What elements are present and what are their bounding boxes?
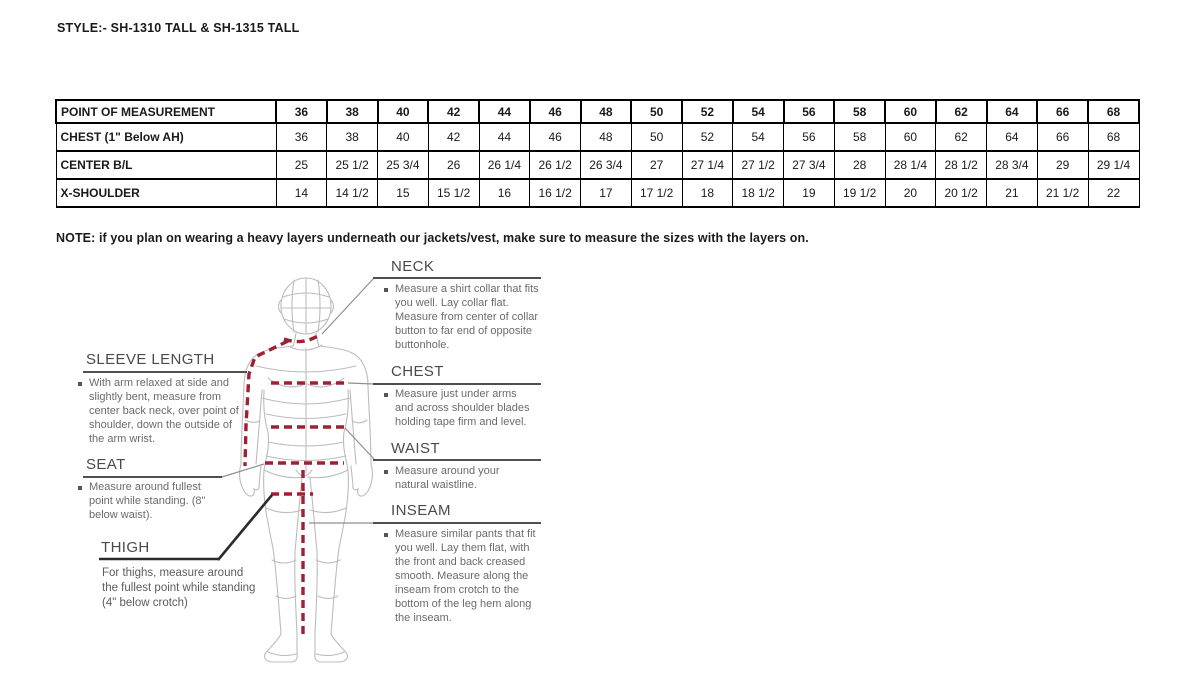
neck-description-text: Measure a shirt collar that fits you well. Lay collar flat. Measure from center of collar button to far end of opposite buttonhole. — [395, 283, 539, 351]
waist-description-text: Measure around your natural waistline. — [395, 465, 500, 491]
table-cell: 14 — [276, 179, 327, 207]
table-cell: 38 — [327, 123, 378, 151]
table-header-cell: 42 — [428, 100, 479, 123]
table-cell: 18 1/2 — [733, 179, 784, 207]
table-header-cell: 52 — [682, 100, 733, 123]
neck-leader-line — [322, 278, 374, 334]
table-cell: 27 1/2 — [733, 151, 784, 179]
table-cell: 64 — [987, 123, 1038, 151]
table-cell: 28 1/4 — [885, 151, 936, 179]
sleeve-length-label: SLEEVE LENGTH — [86, 351, 215, 368]
table-cell: 46 — [530, 123, 581, 151]
chest-description-text: Measure just under arms and across shoulder blades holding tape firm and level. — [395, 388, 530, 428]
table-header-cell: 50 — [631, 100, 682, 123]
inseam-description — [384, 528, 537, 626]
table-header-cell: POINT OF MEASUREMENT — [56, 100, 276, 123]
table-header-cell: 60 — [885, 100, 936, 123]
table-cell: 29 1/4 — [1088, 151, 1139, 179]
table-cell: 26 — [428, 151, 479, 179]
bullet-square-icon — [78, 486, 82, 490]
table-cell: 14 1/2 — [327, 179, 378, 207]
row-label-cell: CHEST (1" Below AH) — [56, 123, 276, 151]
table-cell: 17 — [581, 179, 632, 207]
table-header-cell: 66 — [1037, 100, 1088, 123]
table-cell: 18 — [682, 179, 733, 207]
bullet-square-icon — [384, 393, 388, 397]
table-cell: 58 — [834, 123, 885, 151]
neck-label: NECK — [391, 258, 435, 275]
table-cell: 66 — [1037, 123, 1088, 151]
bullet-square-icon — [384, 288, 388, 292]
table-cell: 62 — [936, 123, 987, 151]
table-cell: 20 — [885, 179, 936, 207]
table-cell: 56 — [784, 123, 835, 151]
table-header-cell: 56 — [784, 100, 835, 123]
table-cell: 50 — [631, 123, 682, 151]
neck-measure-line — [284, 334, 321, 342]
table-cell: 29 — [1037, 151, 1088, 179]
row-label-cell: CENTER B/L — [56, 151, 276, 179]
seat-label: SEAT — [86, 456, 126, 473]
seat-description-text: Measure around fullest point while standing. (8" below waist). — [89, 481, 206, 521]
measurement-lines — [245, 334, 347, 636]
table-cell: 36 — [276, 123, 327, 151]
page-title: STYLE:- SH-1310 TALL & SH-1315 TALL — [57, 21, 300, 35]
table-header-cell: 46 — [530, 100, 581, 123]
table-cell: 21 — [987, 179, 1038, 207]
waist-label: WAIST — [391, 440, 440, 457]
bullet-square-icon — [384, 533, 388, 537]
table-cell: 20 1/2 — [936, 179, 987, 207]
table-cell: 44 — [479, 123, 530, 151]
chest-description — [384, 388, 530, 430]
table-cell: 15 — [378, 179, 429, 207]
note-text: NOTE: if you plan on wearing a heavy layers underneath our jackets/vest, make sure to measure the sizes with the layers on. — [56, 231, 809, 245]
table-cell: 60 — [885, 123, 936, 151]
thigh-description-text: For thighs, measure around the fullest point while standing (4" below crotch) — [102, 567, 256, 609]
table-cell: 15 1/2 — [428, 179, 479, 207]
table-cell: 17 1/2 — [631, 179, 682, 207]
table-cell: 26 1/2 — [530, 151, 581, 179]
sleeve-length-description-text: With arm relaxed at side and slightly bent, measure from center back neck, over point of shoulder, down the outside of the arm wrist. — [89, 377, 239, 445]
table-cell: 19 1/2 — [834, 179, 885, 207]
table-cell: 21 1/2 — [1037, 179, 1088, 207]
table-cell: 28 1/2 — [936, 151, 987, 179]
row-label-cell: X-SHOULDER — [56, 179, 276, 207]
inseam-description-text: Measure similar pants that fit you well. Lay them flat, with the front and back creased smooth. Measure along the inseam from crotch to the bottom of the leg hem along the inseam. — [395, 528, 536, 624]
table-header-cell: 64 — [987, 100, 1038, 123]
table-cell: 25 1/2 — [327, 151, 378, 179]
table-cell: 28 — [834, 151, 885, 179]
table-cell: 27 — [631, 151, 682, 179]
table-cell: 16 — [479, 179, 530, 207]
thigh-description — [102, 566, 260, 611]
table-cell: 27 3/4 — [784, 151, 835, 179]
table-cell: 19 — [784, 179, 835, 207]
table-cell: 68 — [1088, 123, 1139, 151]
table-header-cell: 40 — [378, 100, 429, 123]
table-cell: 40 — [378, 123, 429, 151]
table-cell: 42 — [428, 123, 479, 151]
inseam-label: INSEAM — [391, 502, 451, 519]
thigh-leader-line — [218, 495, 272, 560]
table-header-cell: 48 — [581, 100, 632, 123]
waist-description — [384, 465, 516, 493]
seat-description — [78, 481, 220, 523]
table-header-cell: 68 — [1088, 100, 1139, 123]
table-cell: 54 — [733, 123, 784, 151]
table-cell: 27 1/4 — [682, 151, 733, 179]
bullet-square-icon — [78, 382, 82, 386]
table-cell: 52 — [682, 123, 733, 151]
table-header-cell: 36 — [276, 100, 327, 123]
sleeve-length-description — [78, 377, 248, 447]
table-header-cell: 54 — [733, 100, 784, 123]
table-header-cell: 38 — [327, 100, 378, 123]
table-cell: 25 3/4 — [378, 151, 429, 179]
table-cell: 25 — [276, 151, 327, 179]
table-header-cell: 62 — [936, 100, 987, 123]
chest-leader-line — [348, 383, 374, 384]
table-cell: 16 1/2 — [530, 179, 581, 207]
table-cell: 22 — [1088, 179, 1139, 207]
table-header-cell: 44 — [479, 100, 530, 123]
table-cell: 28 3/4 — [987, 151, 1038, 179]
table-cell: 26 3/4 — [581, 151, 632, 179]
chest-label: CHEST — [391, 363, 444, 380]
bullet-square-icon — [384, 470, 388, 474]
table-header-cell: 58 — [834, 100, 885, 123]
table-cell: 48 — [581, 123, 632, 151]
thigh-label: THIGH — [101, 539, 150, 556]
table-cell: 26 1/4 — [479, 151, 530, 179]
neck-description — [384, 283, 540, 353]
seat-leader-line — [222, 464, 264, 477]
